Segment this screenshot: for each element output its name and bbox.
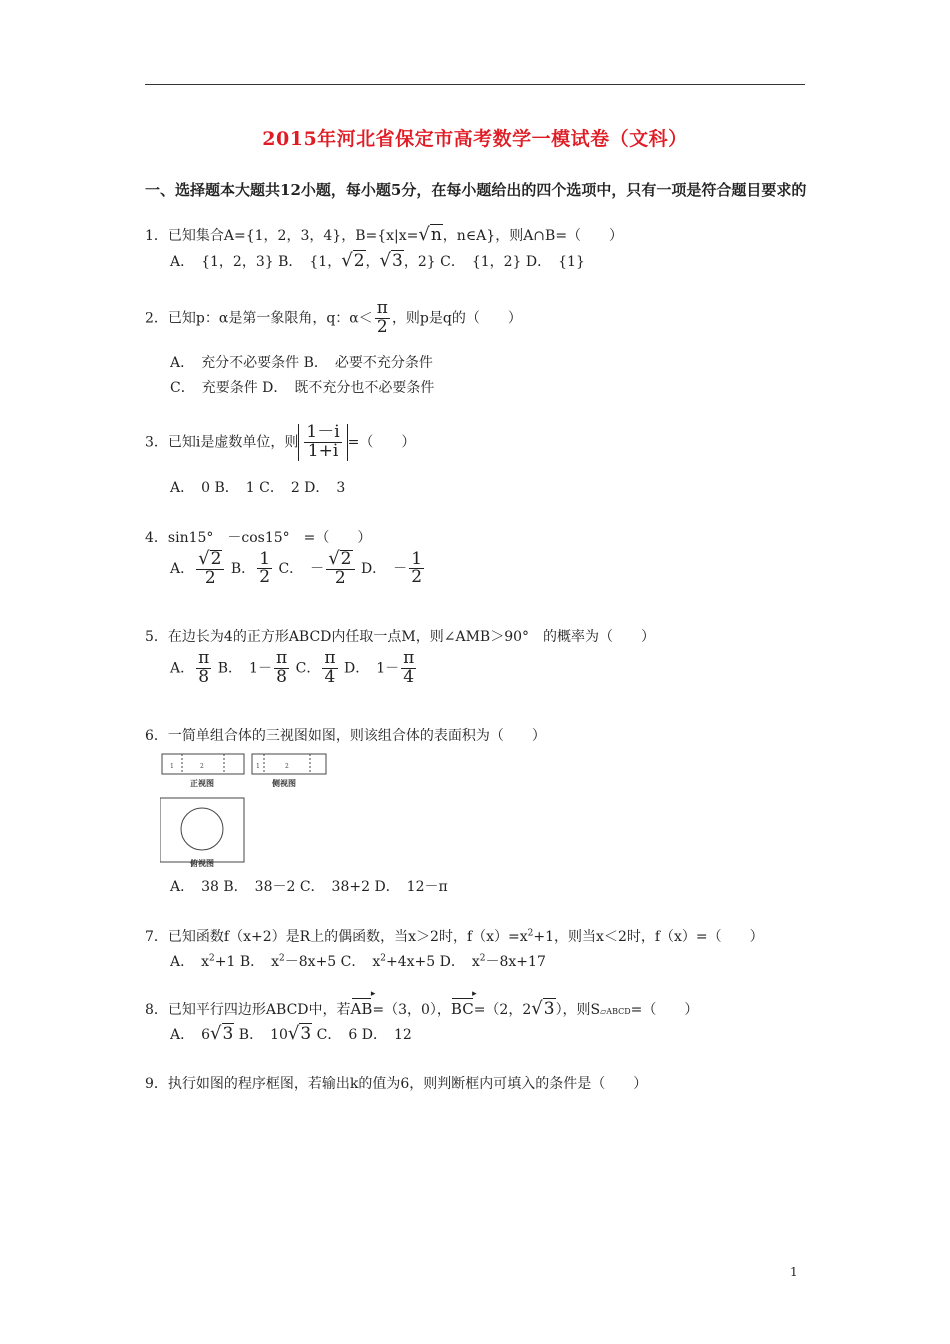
q5-option-a[interactable]: A．	[170, 660, 195, 677]
q5-b-fraction	[274, 650, 289, 687]
q8-b-pre: B． 10	[238, 1027, 288, 1043]
q7-stem-a: 7．已知函数f（x+2）是R上的偶函数，当x＞2时，f（x）=x	[145, 929, 528, 945]
q7-d-post: －8x+17	[485, 954, 546, 970]
q2-denominator: 2	[376, 316, 388, 337]
q1-stem-b: ，n∈A}，则A∩B=（ ）	[442, 228, 624, 244]
q2-option-d[interactable]: D． 既不充分也不必要条件	[262, 380, 435, 396]
q4-option-a[interactable]: A．	[170, 560, 195, 577]
question-8-stem	[145, 998, 698, 1019]
question-9-stem: 9．执行如图的程序框图，若输出k的值为6，则判断框内可填入的条件是（ ）	[145, 1076, 648, 1092]
front-view-label: 正视图	[190, 778, 214, 788]
q3-stem-a: 3．已知i是虚数单位，则	[145, 434, 299, 451]
q7-a-exp: 2	[209, 953, 215, 964]
q5-c-fraction	[322, 650, 337, 687]
question-6-stem: 6．一简单组合体的三视图如图，则该组合体的表面积为（ ）	[145, 728, 546, 744]
q7-option-d[interactable]	[440, 954, 546, 970]
q7-option-a[interactable]	[170, 954, 235, 970]
question-2-options-row2	[170, 377, 434, 397]
vector-bc: BC ▸	[451, 1000, 474, 1018]
page-number: 1	[790, 1265, 798, 1279]
q4-c-radicand: 2	[340, 549, 352, 570]
q7-a-pre: A． x	[170, 954, 210, 970]
q8-option-d[interactable]: D． 12	[361, 1027, 412, 1043]
question-1-stem	[145, 224, 623, 245]
q4-d-denominator: 2	[411, 567, 423, 588]
q1-option-b[interactable]: B． {1，	[278, 254, 342, 270]
three-views-figure	[160, 752, 330, 867]
q8-stem-b: =（3，0），	[372, 1002, 451, 1018]
q5-a-fraction	[196, 650, 211, 687]
q4-c-fraction: √ 2 2	[326, 550, 354, 588]
q5-option-d[interactable]: D． 1－	[343, 660, 400, 677]
q5-option-b[interactable]: B． 1－	[217, 660, 272, 677]
q2-option-b[interactable]: B． 必要不充分条件	[303, 355, 433, 371]
dim-label-1b: 1	[256, 763, 260, 770]
q4-a-radicand: 2	[210, 549, 222, 570]
q8-stem-c: =（2，2	[473, 1002, 532, 1018]
q1-radicand: n	[430, 225, 442, 245]
vector-ab: AB ▸	[351, 1000, 373, 1018]
q4-a-fraction: √ 2 2	[196, 550, 224, 588]
q3-denominator: 1+i	[307, 440, 339, 461]
q8-subscript: ▱ABCD	[600, 1007, 631, 1016]
q1-sqrt2-value: 2	[353, 251, 365, 271]
q1-sqrt2: √ 2	[341, 250, 365, 271]
q5-c-numerator: π	[324, 648, 336, 668]
question-2-stem	[145, 300, 522, 337]
question-3-stem	[145, 424, 415, 461]
q8-stem-d: ），则S	[555, 1002, 601, 1018]
q2-option-a[interactable]: A． 充分不必要条件	[170, 355, 300, 371]
q5-option-c[interactable]: C．	[295, 660, 321, 677]
q1-option-c[interactable]: C． {1，2}	[440, 254, 522, 270]
q7-d-exp: 2	[479, 953, 486, 964]
q8-sqrt: √ 3	[531, 998, 555, 1019]
side-view-label: 侧视图	[272, 778, 296, 788]
q4-option-b[interactable]: B．	[230, 560, 256, 577]
q7-c-pre: C． x	[340, 954, 381, 970]
q5-a-denominator: 8	[198, 666, 210, 687]
question-8-options	[170, 1023, 412, 1044]
q8-stem-e: =（ ）	[630, 1002, 699, 1018]
top-view-label: 俯视图	[190, 858, 214, 867]
q3-fraction	[304, 424, 341, 461]
question-2-options-row1	[170, 352, 433, 372]
q1-sep: ，	[365, 254, 380, 270]
q1-option-b-tail: ，2}	[403, 254, 436, 270]
q2-stem-b: ，则p是q的（ ）	[391, 310, 522, 327]
q8-option-a[interactable]: A． 6 √ 3	[170, 1023, 234, 1044]
q4-option-c[interactable]: C． －	[278, 560, 325, 577]
q7-b-exp: 2	[279, 953, 285, 964]
q5-c-denominator: 4	[324, 666, 336, 687]
q5-d-denominator: 4	[403, 666, 415, 687]
q7-c-exp: 2	[380, 953, 387, 964]
q5-b-numerator: π	[275, 648, 288, 668]
q4-b-numerator: 1	[259, 548, 271, 569]
q7-option-c[interactable]	[341, 954, 436, 970]
q7-exponent: 2	[527, 928, 534, 939]
q4-b-denominator: 2	[259, 567, 271, 588]
q2-numerator: π	[376, 298, 388, 318]
question-7-options	[170, 951, 546, 971]
q2-stem-a: 2．已知p：α是第一象限角，q：α＜	[145, 310, 373, 327]
question-7-stem	[145, 926, 764, 946]
q7-c-post: +4x+5	[386, 954, 436, 970]
q7-option-b[interactable]	[240, 954, 336, 970]
q3-abs	[298, 424, 347, 461]
q4-d-fraction	[409, 548, 424, 588]
q1-sqrt: √ n	[418, 224, 442, 245]
q1-stem-a: 1．已知集合A={1，2，3，4}，B={x|x=	[145, 228, 419, 244]
q8-radicand: 3	[543, 999, 555, 1019]
q7-stem-b: +1，则当x＜2时，f（x）=（ ）	[533, 929, 764, 945]
q5-d-numerator: π	[403, 648, 415, 668]
q8-a-radicand: 3	[222, 1024, 234, 1044]
q3-numerator: 1－i	[306, 422, 340, 442]
dim-label-1a: 1	[170, 763, 174, 770]
q5-b-denominator: 8	[276, 666, 287, 687]
q8-stem-a: 8．已知平行四边形ABCD中，若	[145, 1002, 351, 1018]
question-3-options: A． 0 B． 1 C． 2 D． 3	[170, 480, 346, 496]
q2-fraction	[375, 300, 390, 337]
q4-a-denominator: 2	[204, 567, 216, 588]
q8-a-pre: A． 6	[170, 1027, 211, 1043]
q7-b-pre: B． x	[239, 954, 280, 970]
q2-option-c[interactable]: C． 充要条件	[170, 380, 258, 396]
q7-a-post: +1	[214, 954, 236, 970]
q8-option-b[interactable]: B． 10 √ 3	[238, 1023, 312, 1044]
header-rule	[145, 84, 805, 85]
q5-d-fraction	[401, 650, 416, 687]
question-4-options	[170, 550, 426, 588]
q7-b-post: －8x+5	[284, 954, 337, 970]
q4-d-numerator: 1	[411, 548, 423, 569]
dim-label-2b: 2	[285, 763, 289, 770]
question-1-options	[170, 250, 585, 271]
question-5-stem: 5．在边长为4的正方形ABCD内任取一点M，则∠AMB＞90° 的概率为（ ）	[145, 629, 656, 645]
q3-stem-b: =（ ）	[347, 434, 416, 451]
q8-option-c[interactable]: C． 6	[316, 1027, 358, 1043]
q7-d-pre: D． x	[439, 954, 480, 970]
question-6-options: A． 38 B． 38－2 C． 38+2 D． 12－π	[170, 879, 448, 895]
q4-c-denominator: 2	[334, 567, 346, 588]
q4-option-d[interactable]: D． －	[360, 560, 408, 577]
q1-option-a[interactable]: A． {1，2，3}	[170, 254, 274, 270]
section-heading: 一、选择题本大题共12小题，每小题5分，在每小题给出的四个选项中，只有一项是符合题目要求的	[145, 181, 807, 199]
q1-sqrt3-value: 3	[392, 251, 403, 271]
q1-option-d[interactable]: D． {1}	[525, 254, 585, 270]
dim-label-2a: 2	[200, 763, 204, 770]
q8-b-radicand: 3	[300, 1024, 312, 1044]
question-5-options	[170, 650, 418, 687]
q1-sqrt3: √ 3	[379, 250, 403, 271]
question-4-stem: 4．sin15° －cos15° =（ ）	[145, 530, 372, 546]
q4-b-fraction	[257, 548, 272, 588]
q5-a-numerator: π	[198, 648, 210, 668]
page-title: 2015年河北省保定市高考数学一模试卷（文科）	[262, 128, 688, 150]
